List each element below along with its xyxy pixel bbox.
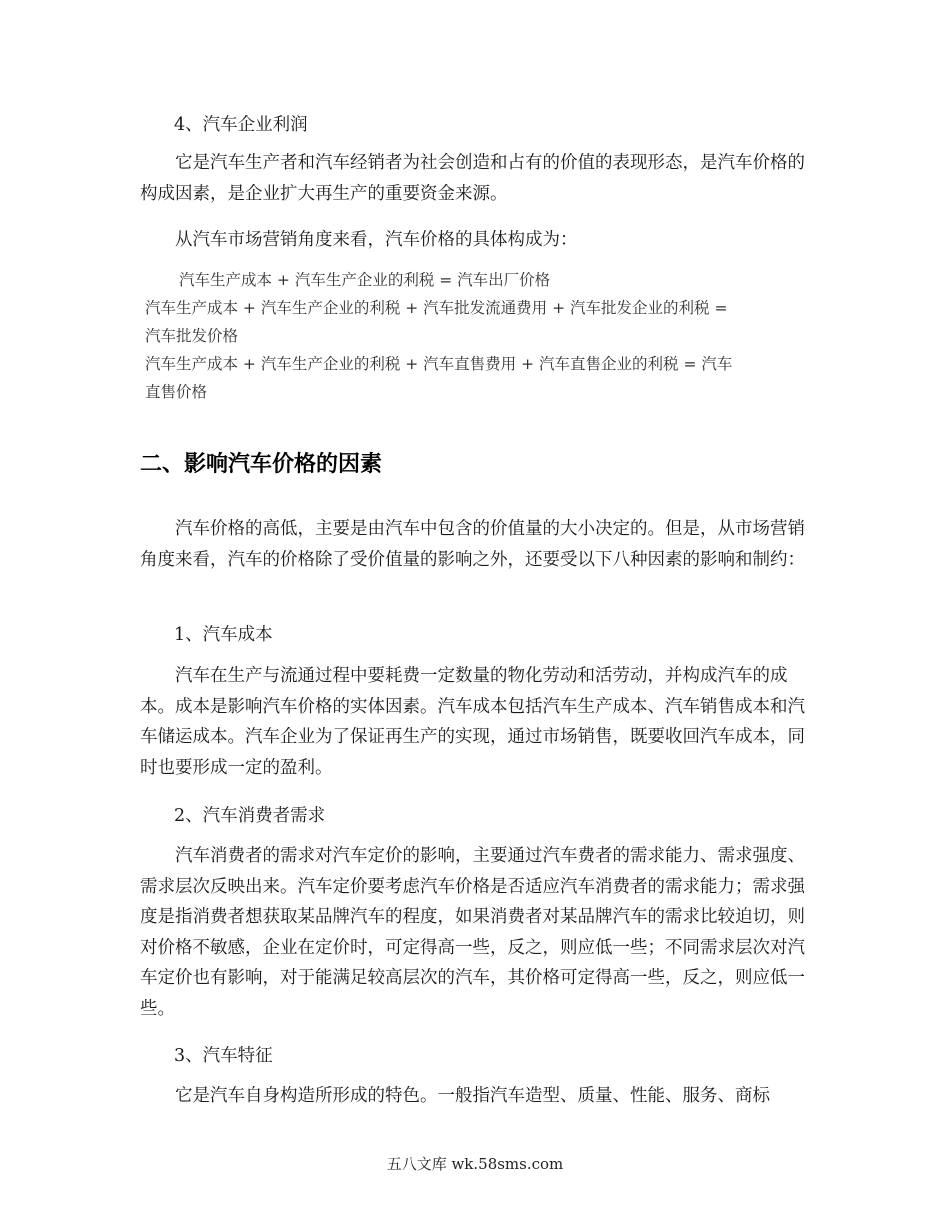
section-heading: 二、影响汽车价格的因素 bbox=[140, 452, 383, 477]
formula-ex-factory: 汽车生产成本 + 汽车生产企业的利税 = 汽车出厂价格 bbox=[179, 271, 551, 289]
section4-para1 bbox=[140, 148, 820, 209]
paragraph: 它是汽车自身构造所形成的特色。一般指汽车造型、质量、性能、服务、商标 bbox=[175, 1086, 770, 1106]
paragraph: 从汽车市场营销角度来看，汽车价格的具体构成为： bbox=[175, 230, 578, 250]
factor3-text bbox=[140, 1081, 820, 1112]
paragraph: 汽车消费者的需求对汽车定价的影响，主要通过汽车费者的需求能力、需求强度、需求层次反映出来。汽车定价要考虑汽车价格是否适应汽车消费者的需求能力；需求强度是指消费者想获取某品牌汽车的程度，如果消费者对某品牌汽车的需求比较迫切，则对价格不敏感，企业在定价时，可定得高一些，反之，则应低一些；不同需求层次对汽车定价也有影响，对于能满足较高层次的汽车，其价格可定得高一些，反之，则应低一些。 bbox=[140, 846, 805, 1019]
paragraph: 汽车价格的高低，主要是由汽车中包含的价值量的大小决定的。但是，从市场营销角度来看，汽车的价格除了受价值量的影响之外，还要受以下八种因素的影响和制约： bbox=[140, 519, 805, 570]
factor3-title: 3、汽车特征 bbox=[174, 1046, 273, 1066]
formula-direct-line1: 汽车生产成本 + 汽车生产企业的利税 + 汽车直售费用 + 汽车直售企业的利税 = 汽车 bbox=[145, 355, 733, 373]
factor1-title: 1、汽车成本 bbox=[174, 625, 273, 645]
formula-wholesale-line1: 汽车生产成本 + 汽车生产企业的利税 + 汽车批发流通费用 + 汽车批发企业的利税 = bbox=[145, 299, 728, 317]
paragraph: 汽车在生产与流通过程中要耗费一定数量的物化劳动和活劳动，并构成汽车的成本。成本是影响汽车价格的实体因素。汽车成本包括汽车生产成本、汽车销售成本和汽车储运成本。汽车企业为了保证再生产的实现，通过市场销售，既要收回汽车成本，同时也要形成一定的盈利。 bbox=[140, 666, 805, 778]
formula-wholesale-line2: 汽车批发价格 bbox=[145, 327, 239, 345]
intro-paragraph bbox=[140, 514, 820, 575]
paragraph: 它是汽车生产者和汽车经销者为社会创造和占有的价值的表现形态，是汽车价格的构成因素，是企业扩大再生产的重要资金来源。 bbox=[140, 153, 805, 204]
price-formulas bbox=[145, 266, 805, 406]
footer-watermark: 五八文库 wk.58sms.com bbox=[386, 1155, 564, 1173]
section4-title: 4、汽车企业利润 bbox=[174, 115, 308, 135]
factor2-text bbox=[140, 841, 820, 1024]
factor1-text bbox=[140, 661, 820, 783]
formula-direct-line2: 直售价格 bbox=[145, 383, 208, 401]
factor2-title: 2、汽车消费者需求 bbox=[174, 806, 326, 826]
section4-para2 bbox=[140, 225, 820, 256]
